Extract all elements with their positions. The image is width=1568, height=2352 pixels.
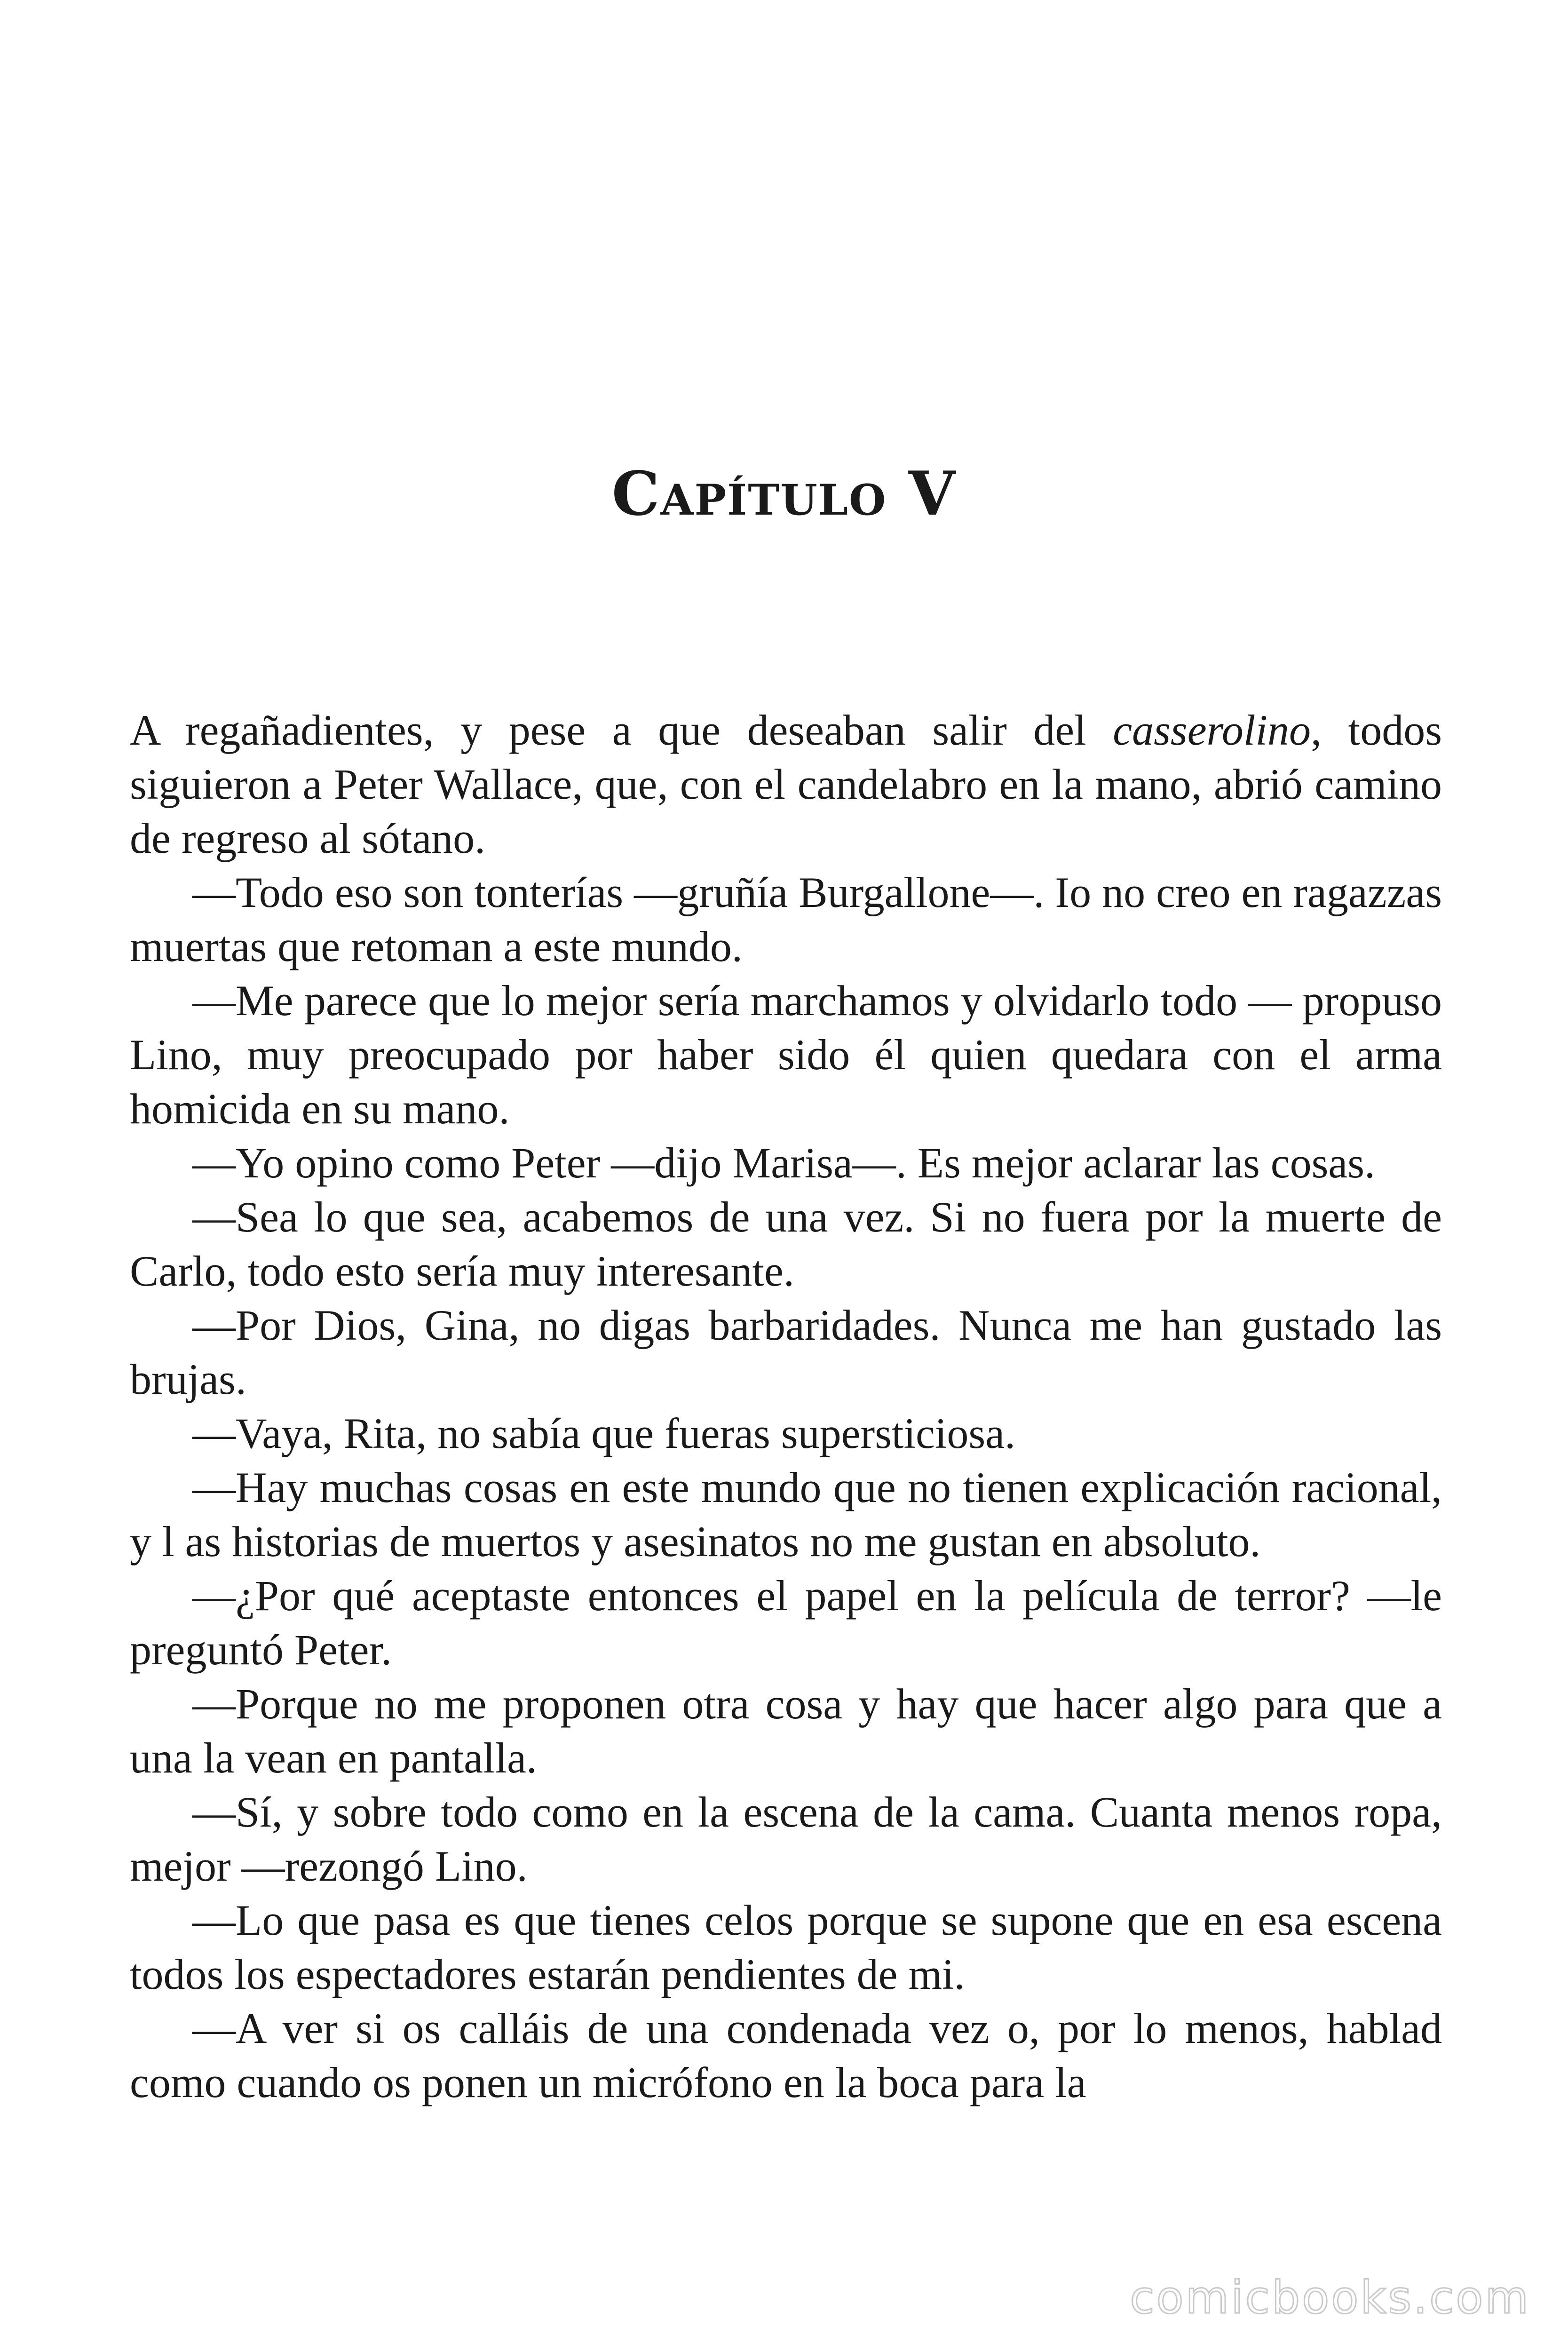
- paragraph-10: —Porque no me proponen otra cosa y hay que hacer algo para que a una la vean en pantalla.: [130, 1680, 1442, 1782]
- paragraph-2: —Todo eso son tonterías —gruñía Burgallone—. Io no creo en ragazzas muertas que retoman a este mundo.: [130, 868, 1442, 970]
- paragraph-13: —A ver si os calláis de una condenada vez o, por lo menos, hablad como cuando os ponen un micrófono en la boca para la: [130, 2004, 1442, 2106]
- paragraph-7: —Vaya, Rita, no sabía que fueras supersticiosa.: [192, 1409, 1016, 1457]
- paragraph-5: —Sea lo que sea, acabemos de una vez. Si no fuera por la muerte de Carlo, todo esto sería muy interesante.: [130, 1193, 1442, 1295]
- italic-word: casserolino: [1113, 706, 1311, 754]
- paragraph-6: —Por Dios, Gina, no digas barbaridades. Nunca me han gustado las brujas.: [130, 1301, 1442, 1403]
- paragraph-12: —Lo que pasa es que tienes celos porque se supone que en esa escena todos los espectadores estarán pendientes de mi.: [130, 1896, 1442, 1998]
- paragraph-1-start: A regañadientes, y pese a que deseaban salir del: [130, 706, 1113, 754]
- paragraph-8: —Hay muchas cosas en este mundo que no tienen explicación racional, y l as historias de muertos y asesinatos no me gustan en absoluto.: [130, 1463, 1442, 1565]
- paragraph-1-end: , todos siguieron a Peter Wallace, que, con el candelabro en la mano, abrió camino de regreso al sótano.: [130, 706, 1442, 862]
- paragraph-11: —Sí, y sobre todo como en la escena de la cama. Cuanta menos ropa, mejor —rezongó Lino.: [130, 1788, 1442, 1890]
- watermark: comicbooks.com: [1130, 2272, 1530, 2324]
- chapter-title-text: Capítulo V: [611, 459, 957, 529]
- paragraph-4: —Yo opino como Peter —dijo Marisa—. Es mejor aclarar las cosas.: [192, 1139, 1376, 1187]
- paragraph-9: —¿Por qué aceptaste entonces el papel en la película de terror? —le preguntó Peter.: [130, 1572, 1442, 1674]
- paragraph-1: [130, 703, 1442, 866]
- paragraph-3: —Me parece que lo mejor sería marchamos y olvidarlo todo — propuso Lino, muy preocupado por haber sido él quien quedara con el arma homicida en su mano.: [130, 977, 1442, 1133]
- chapter-title: [0, 459, 1568, 529]
- chapter-body: [130, 703, 1442, 2110]
